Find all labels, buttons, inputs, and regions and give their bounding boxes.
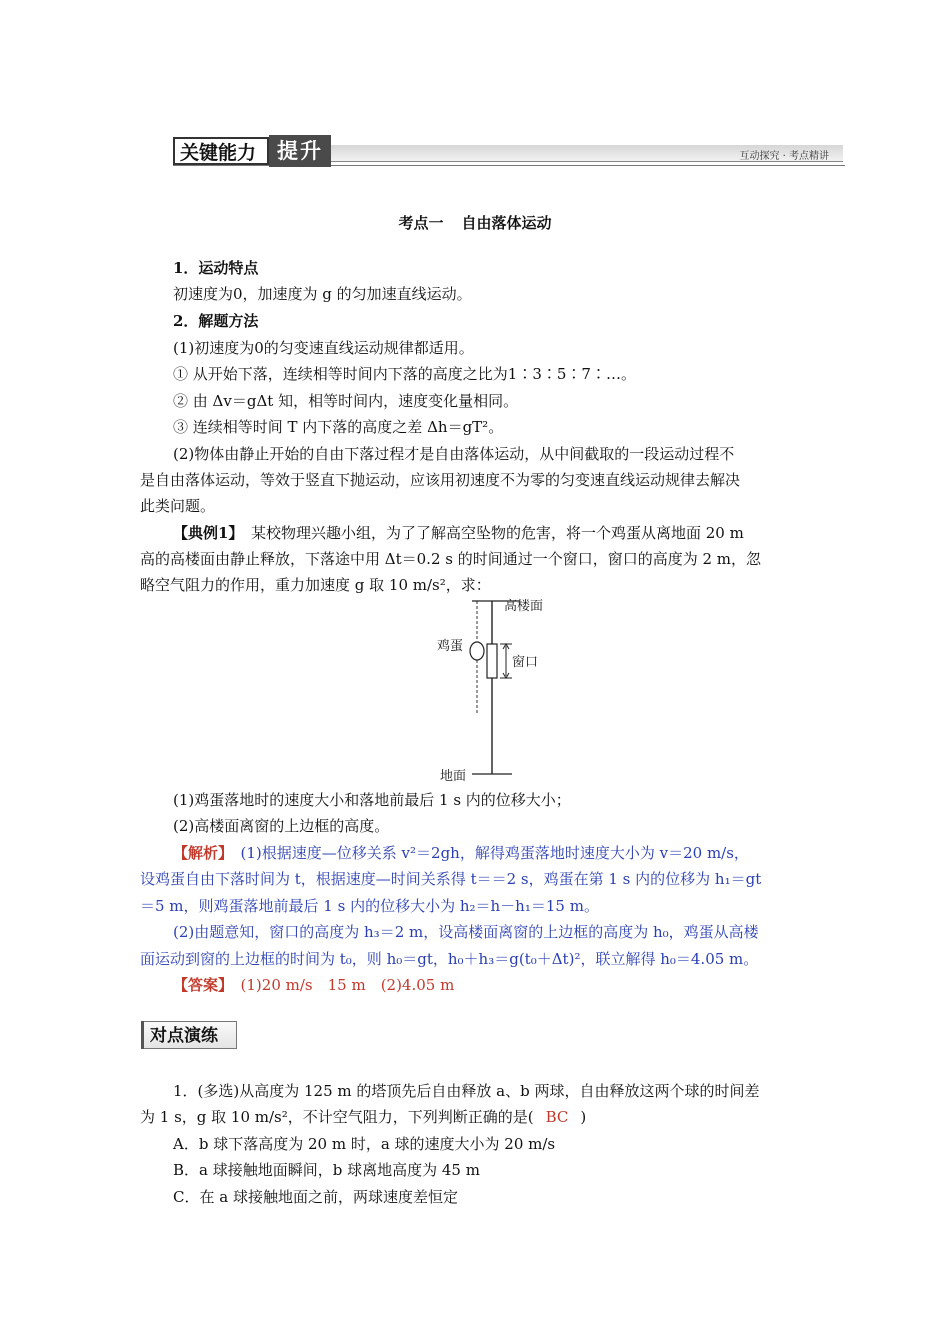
solution-tag: 【解析】	[173, 844, 226, 862]
paragraph: 是自由落体运动，等效于竖直下抛运动，应该用初速度不为零的匀变速直线运动规律去解决	[140, 471, 741, 489]
practice-question-cont	[140, 1104, 812, 1130]
paragraph: (1)初速度为0的匀变速直线运动规律都适用。	[173, 339, 474, 357]
solution-line	[140, 840, 845, 866]
answer-text: (1)20 m/s 15 m (2)4.05 m	[240, 976, 455, 994]
heading-methods: 2．解题方法	[173, 312, 259, 330]
practice-question: 1．(多选)从高度为 125 m 的塔顶先后自由释放 a、b 两球，自由释放这两个球的时间差	[173, 1082, 760, 1100]
question-1: (1)鸡蛋落地时的速度大小和落地前最后 1 s 内的位移大小；	[173, 791, 571, 809]
paragraph: 此类问题。	[140, 497, 216, 515]
section-name: 自由落体运动	[461, 214, 552, 232]
solution-text: (2)由题意知，窗口的高度为 h₃＝2 m，设高楼面离窗的上边框的高度为 h₀，鸡蛋从高楼	[173, 923, 759, 941]
label-window: 窗口	[512, 655, 539, 670]
egg-drop-figure	[420, 596, 580, 786]
practice-question-text: 为 1 s，g 取 10 m/s²，不计空气阻力，下列判断正确的是(	[140, 1108, 534, 1126]
paragraph: ① 从开始下落，连续相等时间内下落的高度之比为1∶3∶5∶7∶…。	[173, 365, 636, 383]
option-c: C．在 a 球接触地面之前，两球速度差恒定	[173, 1188, 458, 1206]
banner-tag: 互动探究 · 考点精讲	[739, 151, 829, 162]
solution-text: 面运动到窗的上边框的时间为 t₀，则 h₀＝gt，h₀＋h₃＝g(t₀＋Δt)²，联立解得 h₀＝4.05 m。	[140, 950, 759, 968]
practice-mark	[141, 1021, 144, 1049]
answer-line	[140, 972, 845, 998]
label-ground: 地面	[440, 769, 467, 784]
question-2: (2)高楼面离窗的上边框的高度。	[173, 817, 390, 835]
solution-text: 设鸡蛋自由下落时间为 t，根据速度—时间关系得 t＝＝2 s，鸡蛋在第 1 s 内的位移为 h₁＝gt	[140, 870, 762, 888]
paragraph: ③ 连续相等时间 T 内下落的高度之差 Δh＝gT²。	[173, 418, 504, 436]
banner-title-right: 提升	[269, 135, 331, 167]
example-text: 略空气阻力的作用，重力加速度 g 取 10 m/s²，求：	[140, 576, 491, 594]
paragraph: ② 由 Δv＝gΔt 知，相等时间内，速度变化量相同。	[173, 392, 519, 410]
practice-paren: )	[580, 1108, 587, 1126]
practice-title: 对点演练	[141, 1021, 237, 1049]
example-line	[140, 520, 845, 546]
solution-text: ＝5 m，则鸡蛋落地前最后 1 s 内的位移大小为 h₂＝h－h₁＝15 m。	[140, 897, 599, 915]
heading-features: 1．运动特点	[173, 259, 259, 277]
egg	[470, 642, 484, 660]
answer-tag: 【答案】	[173, 976, 226, 994]
label-egg: 鸡蛋	[437, 639, 464, 654]
option-a: A．b 球下落高度为 20 m 时，a 球的速度大小为 20 m/s	[173, 1135, 556, 1153]
example-tag: 【典例1】	[173, 524, 236, 542]
window	[487, 644, 497, 678]
solution-text: (1)根据速度—位移关系 v²＝2gh，解得鸡蛋落地时速度大小为 v＝20 m/s，	[240, 844, 749, 862]
paragraph: 初速度为0，加速度为 g 的匀加速直线运动。	[173, 285, 472, 303]
practice-header	[141, 1021, 241, 1051]
example-text: 高的高楼面由静止释放，下落途中用 Δt＝0.2 s 的时间通过一个窗口，窗口的高度为 2 m，忽	[140, 550, 762, 568]
banner-title-left: 关键能力	[173, 137, 269, 165]
section-number: 考点一	[398, 214, 444, 232]
label-roof: 高楼面	[504, 599, 544, 614]
paragraph: (2)物体由静止开始的自由下落过程才是自由落体运动，从中间截取的一段运动过程不	[173, 445, 735, 463]
section-banner	[173, 135, 845, 167]
practice-answer: BC	[545, 1108, 569, 1126]
section-title	[0, 212, 950, 233]
example-text: 某校物理兴趣小组，为了了解高空坠物的危害，将一个鸡蛋从离地面 20 m	[250, 524, 744, 542]
option-b: B．a 球接触地面瞬间，b 球离地高度为 45 m	[173, 1161, 480, 1179]
